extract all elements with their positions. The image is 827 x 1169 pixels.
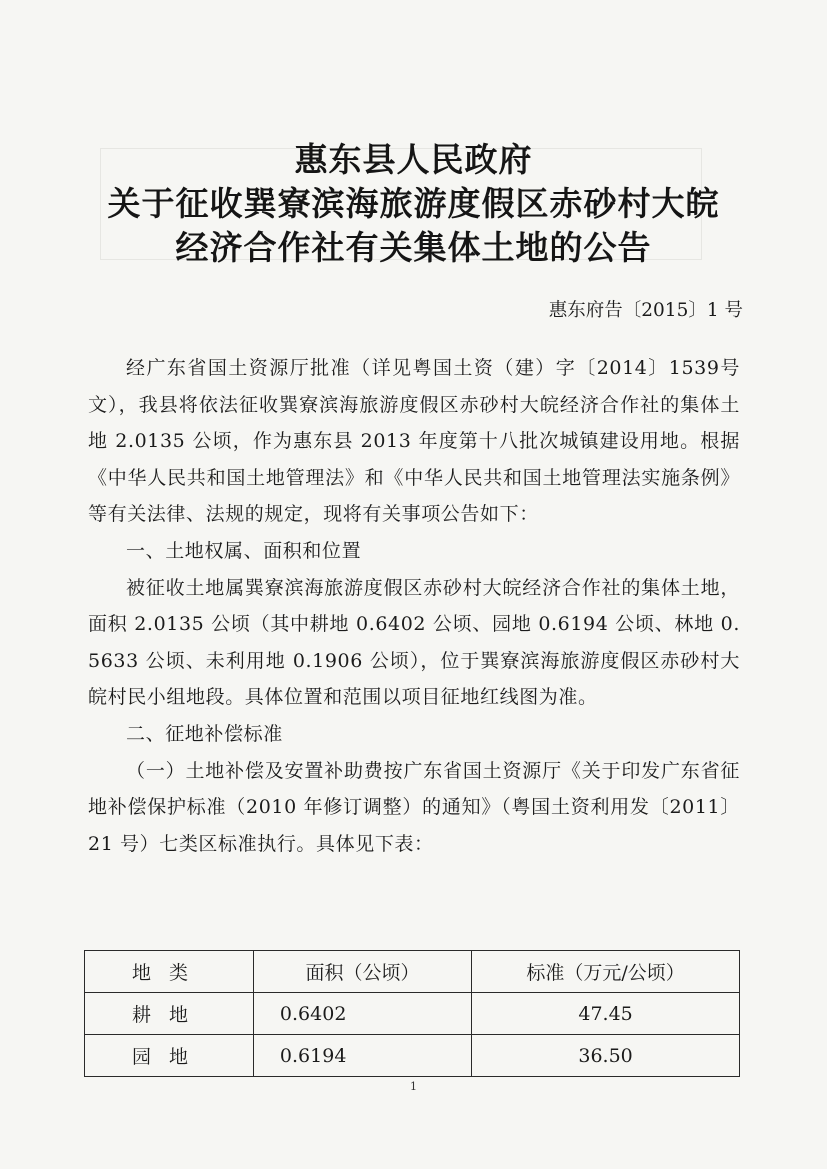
section-body-land-ownership: 被征收土地属巽寮滨海旅游度假区赤砂村大皖经济合作社的集体土地，面积 2.0135 公顷（其中耕地 0.6402 公顷、园地 0.6194 公顷、林地 0.5633 公顷、未利用地 0.1906 公顷），位于巽寮滨海旅游度假区赤砂村大皖村民小组地段。具体位置和范围以项目征地红线图为准。 (88, 576, 740, 709)
table-cell-standard: 47.45 (472, 993, 740, 1035)
table-cell-land-type: 园地 (85, 1035, 254, 1077)
section-body-compensation: （一）土地补偿及安置补助费按广东省国土资源厅《关于印发广东省征地补偿保护标准（2010 年修订调整）的通知》（粤国土资利用发〔2011〕21 号）七类区标准执行。具体见下表： (88, 759, 740, 855)
table-cell-area: 0.6402 (253, 993, 471, 1035)
table-cell-land-type: 耕地 (85, 993, 254, 1035)
compensation-table (84, 950, 740, 1077)
section-heading-compensation: 二、征地补偿标准 (126, 722, 283, 745)
table-row (85, 993, 740, 1035)
table-row (85, 1035, 740, 1077)
table-header-standard: 标准（万元/公顷） (472, 951, 740, 993)
title-line-subject: 关于征收巽寮滨海旅游度假区赤砂村大皖 (107, 184, 720, 223)
table-cell-standard: 36.50 (472, 1035, 740, 1077)
title-line-subject-cont: 经济合作社有关集体土地的公告 (175, 228, 652, 267)
table-header-row (85, 951, 740, 993)
document-number: 惠东府告〔2015〕1 号 (548, 300, 743, 321)
title-line-issuer: 惠东县人民政府 (294, 140, 533, 179)
announcement-body (88, 350, 740, 862)
table-header-land-type: 地类 (85, 951, 254, 993)
section-heading-land-ownership: 一、土地权属、面积和位置 (126, 539, 362, 562)
announcement-title (0, 138, 827, 270)
page-number: 1 (410, 1080, 417, 1093)
table-cell-area: 0.6194 (253, 1035, 471, 1077)
table-header-area: 面积（公顷） (253, 951, 471, 993)
intro-paragraph: 经广东省国土资源厅批准（详见粤国土资（建）字〔2014〕1539号文），我县将依法征收巽寮滨海旅游度假区赤砂村大皖经济合作社的集体土地 2.0135 公顷，作为惠东县 2013 年度第十八批次城镇建设用地。根据《中华人民共和国土地管理法》和《中华人民共和国土地管理法实施条例》等有关法律、法规的规定，现将有关事项公告如下： (88, 357, 740, 526)
